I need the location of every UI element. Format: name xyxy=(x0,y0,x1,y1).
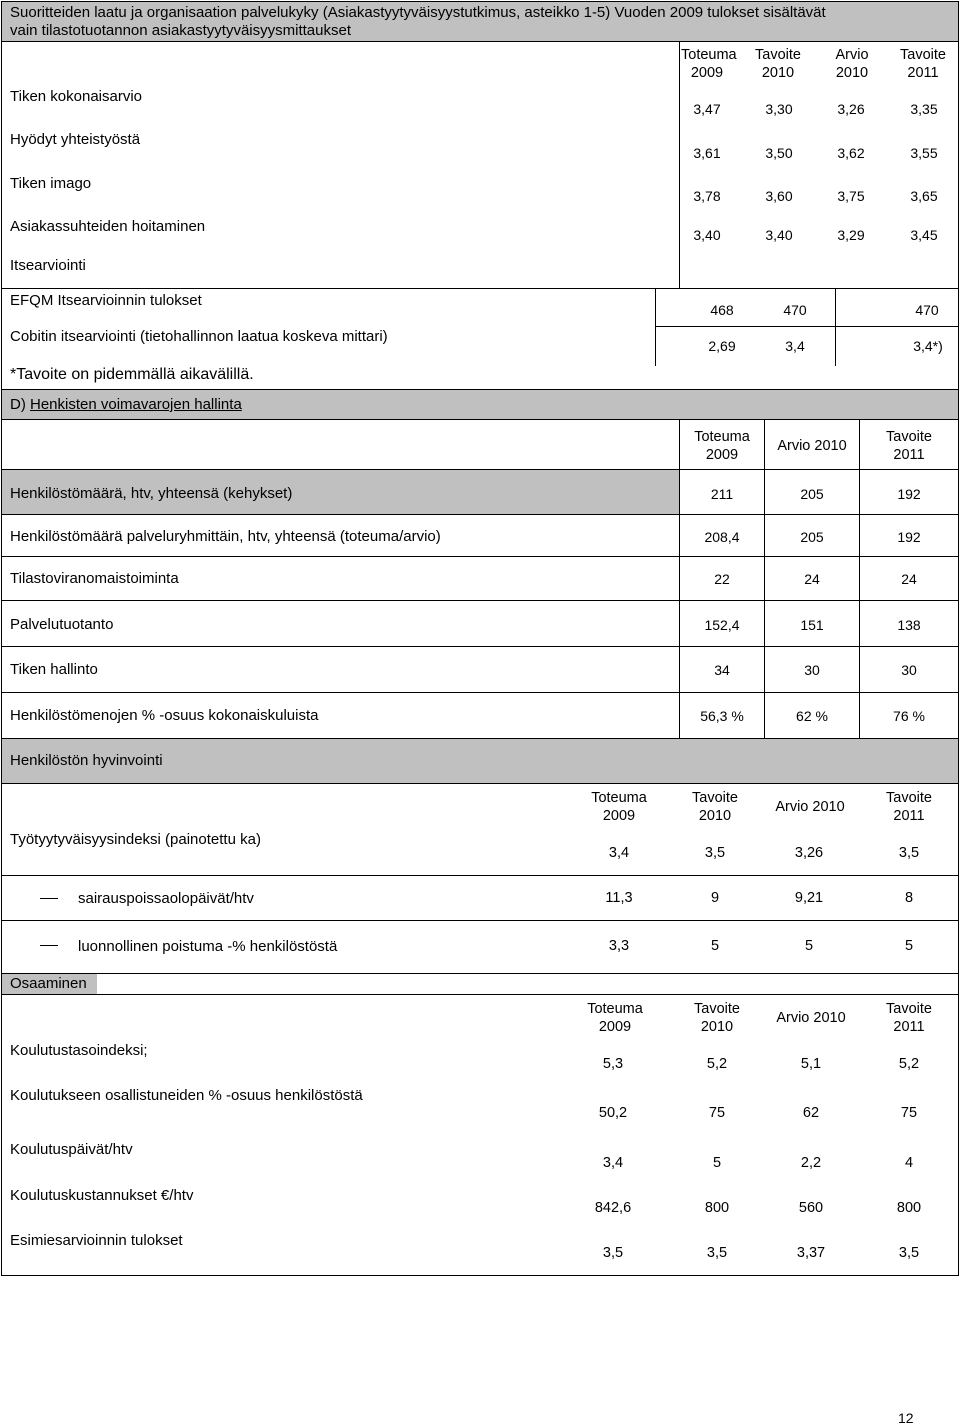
cell-value: 3,29 xyxy=(837,227,865,243)
cell-value: 208,4 xyxy=(704,529,740,545)
row-label: Henkilöstömäärä, htv, yhteensä (kehykset) xyxy=(10,485,293,502)
cell-value: 3,75 xyxy=(837,188,865,204)
cell-value: 3,35 xyxy=(910,101,938,117)
cell-value: 3,37 xyxy=(796,1245,826,1261)
dash-bullet xyxy=(40,898,58,899)
divider xyxy=(1,288,959,289)
cell-value: 560 xyxy=(798,1200,824,1216)
divider xyxy=(655,288,656,366)
cell-value: 3,55 xyxy=(910,145,938,161)
divider xyxy=(1,646,959,647)
cell-value: 75 xyxy=(708,1105,726,1121)
cell-value: 3,40 xyxy=(765,227,793,243)
cell-value: 5,1 xyxy=(800,1056,822,1072)
cell-value: 800 xyxy=(704,1200,730,1216)
hyvinvointi-title: Henkilöstön hyvinvointi xyxy=(10,752,163,769)
divider xyxy=(1,994,959,995)
osaaminen-title: Osaaminen xyxy=(10,975,87,992)
col-header-tavoite-2011: Tavoite 2011 xyxy=(886,429,932,463)
cell-value: 24 xyxy=(901,571,917,587)
divider xyxy=(1,41,959,42)
cell-value: 470 xyxy=(783,302,807,318)
cell-value: 3,61 xyxy=(693,145,721,161)
row-label: Koulutustasoindeksi; xyxy=(10,1042,148,1059)
cell-value: 75 xyxy=(900,1105,918,1121)
cell-value: 800 xyxy=(896,1200,922,1216)
cell-value: 62 xyxy=(802,1105,820,1121)
col-header-arvio-2010: Arvio 2010 xyxy=(835,47,869,81)
cell-value: 3,5 xyxy=(898,1245,920,1261)
cell-value: 34 xyxy=(714,662,730,678)
divider xyxy=(655,326,959,327)
cell-value: 3,5 xyxy=(704,845,726,861)
divider xyxy=(1,514,959,515)
row-label: Tiken kokonaisarvio xyxy=(10,88,143,105)
row-label: Koulutuspäivät/htv xyxy=(10,1141,133,1158)
cell-value: 205 xyxy=(800,486,824,502)
section-d-prefix: D) xyxy=(10,396,30,413)
section-c-title-line2: vain tilastotuotannon asiakastyytyväisyysmittaukset xyxy=(10,22,351,39)
section-d-title-text: Henkisten voimavarojen hallinta xyxy=(30,396,242,413)
cell-value: 3,4 xyxy=(602,1155,624,1171)
cell-value: 3,60 xyxy=(765,188,793,204)
cell-value: 22 xyxy=(714,571,730,587)
cell-value: 5 xyxy=(904,938,914,954)
col-header-tavoite-2011: Tavoite 2011 xyxy=(900,47,946,81)
cell-value: 3,5 xyxy=(898,845,920,861)
col-header-toteuma-2009: Toteuma 2009 xyxy=(694,429,750,463)
cell-value: 151 xyxy=(800,617,824,633)
col-header-tavoite-2010: Tavoite 2010 xyxy=(755,47,801,81)
row-label: Koulutuskustannukset €/htv xyxy=(10,1187,194,1204)
cell-value: 9 xyxy=(710,890,720,906)
cell-value: 3,78 xyxy=(693,188,721,204)
row-label: luonnollinen poistuma -% henkilöstöstä xyxy=(78,938,338,955)
col-header-arvio-2010: Arvio 2010 xyxy=(777,438,847,454)
row-label: Tiken hallinto xyxy=(10,661,98,678)
cell-value: 2,2 xyxy=(800,1155,822,1171)
cell-value: 5 xyxy=(710,938,720,954)
efqm-label: EFQM Itsearvioinnin tulokset xyxy=(10,292,202,309)
cell-value: 3,62 xyxy=(837,145,865,161)
col-header-toteuma-2009: Toteuma 2009 xyxy=(681,47,737,81)
cell-value: 842,6 xyxy=(594,1200,632,1216)
cell-value: 30 xyxy=(804,662,820,678)
divider xyxy=(679,419,680,739)
cell-value: 56,3 % xyxy=(700,708,744,724)
cell-value: 5 xyxy=(804,938,814,954)
divider xyxy=(1,783,959,784)
row-label: Palvelutuotanto xyxy=(10,616,114,633)
col-header-toteuma-2009: Toteuma 2009 xyxy=(591,790,647,824)
row-label: Henkilöstömenojen % -osuus kokonaiskuluista xyxy=(10,707,319,724)
col-header-tavoite-2011: Tavoite 2011 xyxy=(886,790,932,824)
cell-value: 3,65 xyxy=(910,188,938,204)
cell-value: 3,47 xyxy=(693,101,721,117)
row-label: Esimiesarvioinnin tulokset xyxy=(10,1232,183,1249)
cell-value: 3,4*) xyxy=(913,338,943,354)
cell-value: 3,40 xyxy=(693,227,721,243)
cell-value: 5,2 xyxy=(706,1056,728,1072)
dash-bullet xyxy=(40,945,58,946)
cobit-label: Cobitin itsearviointi (tietohallinnon laatua koskeva mittari) xyxy=(10,328,388,345)
cell-value: 62 % xyxy=(796,708,828,724)
cell-value: 192 xyxy=(897,529,921,545)
cell-value: 192 xyxy=(897,486,921,502)
row-label: Hyödyt yhteistyöstä xyxy=(10,131,141,148)
divider xyxy=(1,556,959,557)
col-header-arvio-2010: Arvio 2010 xyxy=(776,1010,846,1026)
cell-value: 3,50 xyxy=(765,145,793,161)
cell-value: 76 % xyxy=(893,708,925,724)
cell-value: 30 xyxy=(901,662,917,678)
row-label: Tiken imago xyxy=(10,175,92,192)
section-d-title xyxy=(10,396,242,414)
divider xyxy=(1,600,959,601)
cell-value: 138 xyxy=(897,617,921,633)
page-number: 12 xyxy=(898,1410,914,1426)
cell-value: 4 xyxy=(904,1155,914,1171)
cell-value: 50,2 xyxy=(598,1105,628,1121)
itsearviointi-label: Itsearviointi xyxy=(10,257,86,274)
divider xyxy=(859,419,860,739)
cell-value: 24 xyxy=(804,571,820,587)
cell-value: 152,4 xyxy=(704,617,740,633)
col-header-tavoite-2010: Tavoite 2010 xyxy=(694,1001,740,1035)
cell-value: 5 xyxy=(712,1155,722,1171)
cell-value: 3,30 xyxy=(765,101,793,117)
cell-value: 205 xyxy=(800,529,824,545)
row-label: Asiakassuhteiden hoitaminen xyxy=(10,218,206,235)
col-header-arvio-2010: Arvio 2010 xyxy=(775,799,845,815)
cell-value: 211 xyxy=(710,486,734,502)
cell-value: 3,5 xyxy=(706,1245,728,1261)
divider xyxy=(1,692,959,693)
divider xyxy=(1,875,959,876)
cell-value: 470 xyxy=(915,302,939,318)
col-header-tavoite-2010: Tavoite 2010 xyxy=(692,790,738,824)
section-c-title-line1: Suoritteiden laatu ja organisaation palvelukyky (Asiakastyytyväisyystutkimus, asteikko 1-5) Vuoden 2009 tulokset sisältävät xyxy=(10,4,826,21)
cell-value: 5,2 xyxy=(898,1056,920,1072)
cell-value: 9,21 xyxy=(794,890,824,906)
divider xyxy=(679,41,680,289)
row-label: Tilastoviranomaistoiminta xyxy=(10,570,179,587)
cell-value: 8 xyxy=(904,890,914,906)
cell-value: 3,26 xyxy=(837,101,865,117)
cell-value: 3,4 xyxy=(785,338,805,354)
cell-value: 3,4 xyxy=(608,845,630,861)
footnote: *Tavoite on pidemmällä aikavälillä. xyxy=(10,366,254,383)
row-label: sairauspoissaolopäivät/htv xyxy=(78,890,254,907)
divider xyxy=(835,288,836,366)
row-label: Henkilöstömäärä palveluryhmittäin, htv, yhteensä (toteuma/arvio) xyxy=(10,528,441,545)
row-label: Koulutukseen osallistuneiden % -osuus henkilöstöstä xyxy=(10,1087,363,1104)
divider xyxy=(1,920,959,921)
cell-value: 11,3 xyxy=(605,890,633,906)
divider xyxy=(764,419,765,739)
cell-value: 468 xyxy=(710,302,734,318)
col-header-toteuma-2009: Toteuma 2009 xyxy=(587,1001,643,1035)
cell-value: 5,3 xyxy=(602,1056,624,1072)
cell-value: 2,69 xyxy=(708,338,736,354)
tyotyytyvaisyys-label: Työtyytyväisyysindeksi (painotettu ka) xyxy=(10,831,261,848)
cell-value: 3,45 xyxy=(910,227,938,243)
col-header-tavoite-2011: Tavoite 2011 xyxy=(886,1001,932,1035)
divider xyxy=(1,419,959,420)
cell-value: 3,3 xyxy=(608,938,630,954)
cell-value: 3,26 xyxy=(794,845,824,861)
cell-value: 3,5 xyxy=(602,1245,624,1261)
